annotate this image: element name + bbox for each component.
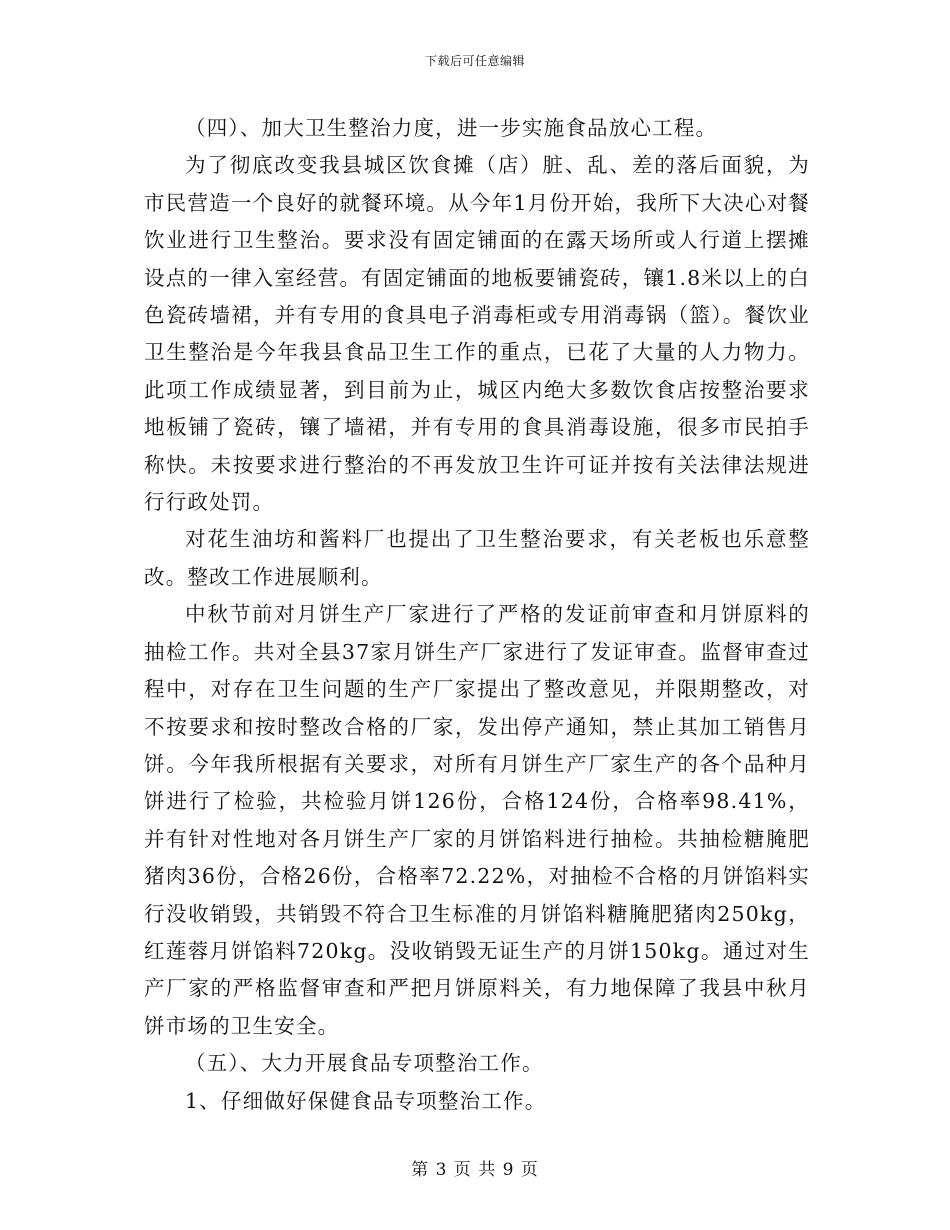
paragraph-mooncake-inspection: 中秋节前对月饼生产厂家进行了严格的发证前审查和月饼原料的抽检工作。共对全县37家月饼生产厂家进行了发证审查。监督审查过程中，对存在卫生问题的生产厂家提出了整改意见，并限期整改，对不按要求和按时整改合格的厂家，发出停产通知，禁止其加工销售月饼。今年我所根据有关要求，对所有月饼生产厂家生产的各个品种月饼进行了检验，共检验月饼126份，合格124份，合格率98.41%，并有针对性地对各月饼生产厂家的月饼馅料进行抽检。共抽检糖腌肥猪肉36份，合格26份，合格率72.22%，对抽检不合格的月饼馅料实行没收销毁，共销毁不符合卫生标准的月饼馅料糖腌肥猪肉250kg，红莲蓉月饼馅料720kg。没收销毁无证生产的月饼150kg。通过对生产厂家的严格监督审查和严把月饼原料关，有力地保障了我县中秋月饼市场的卫生安全。 [144, 602, 810, 1038]
paragraph-oil-mill-rectification: 对花生油坊和酱料厂也提出了卫生整治要求，有关老板也乐意整改。整改工作进展顺利。 [144, 527, 810, 589]
subsection-heading-health-food: 1、仔细做好保健食品专项整治工作。 [185, 1088, 547, 1113]
page-header: 下载后可任意编辑 [424, 54, 525, 68]
section-heading-five: （五）、大力开展食品专项整治工作。 [185, 1051, 544, 1076]
page-number-footer: 第 3 页 共 9 页 [411, 1160, 539, 1180]
document-body [144, 110, 810, 1120]
section-heading-four: （四）、加大卫生整治力度，进一步实施食品放心工程。 [185, 116, 718, 140]
paragraph-restaurant-rectification: 为了彻底改变我县城区饮食摊（店）脏、乱、差的落后面貌，为市民营造一个良好的就餐环境。从今年1月份开始，我所下大决心对餐饮业进行卫生整治。要求没有固定铺面的在露天场所或人行道上摆摊设点的一律入室经营。有固定铺面的地板要铺瓷砖，镶1.8米以上的白色瓷砖墙裙，并有专用的食具电子消毒柜或专用消毒锅（篮）。餐饮业卫生整治是今年我县食品卫生工作的重点，已花了大量的人力物力。此项工作成绩显著，到目前为止，城区内绝大多数饮食店按整治要求地板铺了瓷砖，镶了墙裙，并有专用的食具消毒设施，很多市民拍手称快。未按要求进行整治的不再发放卫生许可证并按有关法律法规进行行政处罚。 [144, 153, 810, 515]
